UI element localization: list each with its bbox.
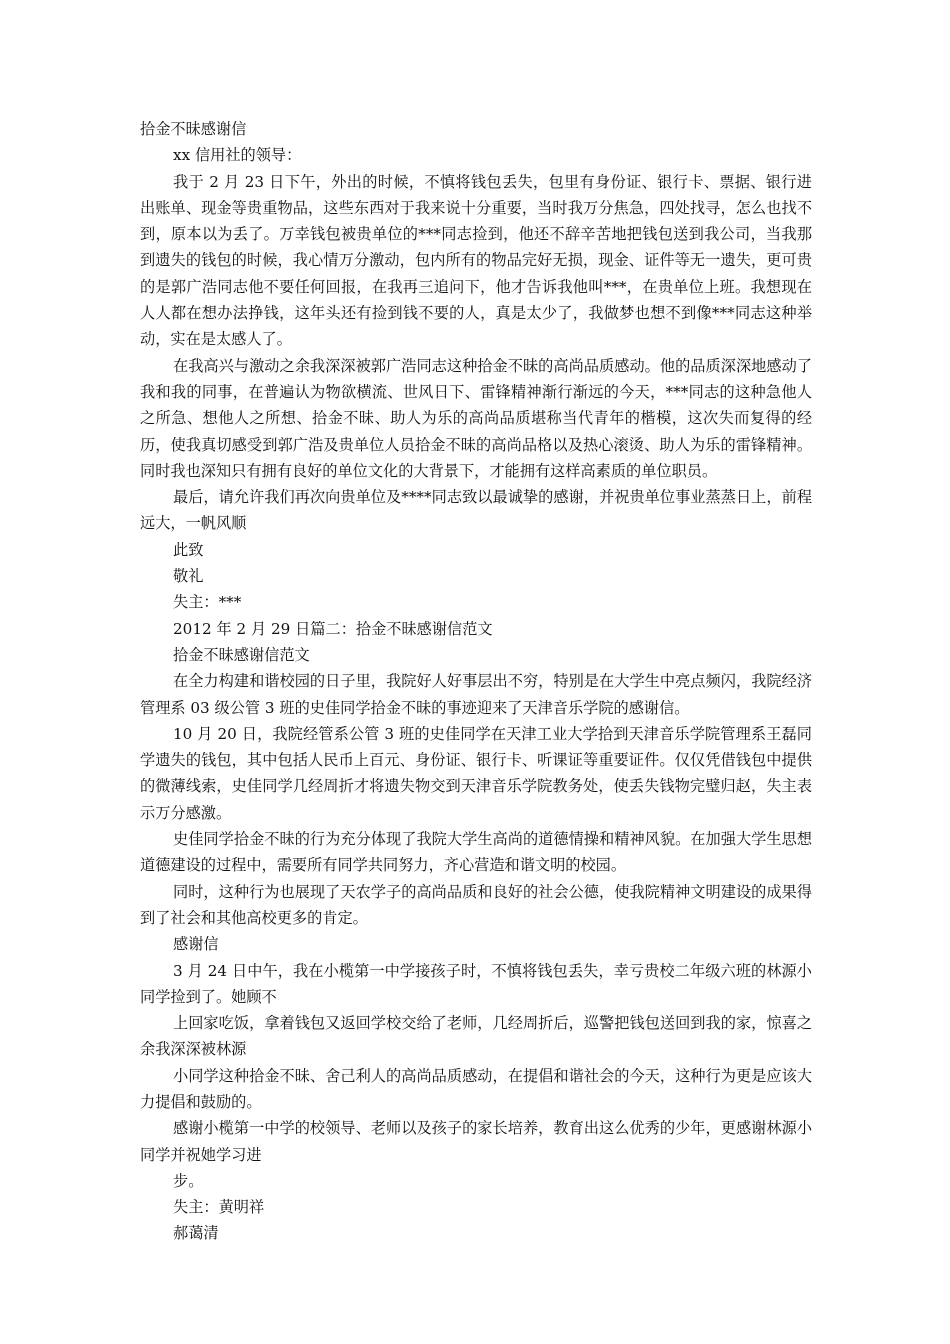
- section-title: 感谢信: [173, 935, 219, 954]
- paragraph: 最后，请允许我们再次向贵单位及****同志致以最诚挚的感谢，并祝贵单位事业蒸蒸日上，前程远大，一帆风顺: [140, 488, 812, 533]
- signature: 失主：黄明祥: [173, 1198, 265, 1217]
- paragraph: 我于 2 月 23 日下午，外出的时候，不慎将钱包丢失，包里有身份证、银行卡、票据、银行进出账单、现金等贵重物品，这些东西对于我来说十分重要，当时我万分焦急，四处找寻，怎么也找不到，原本以为丢了。万幸钱包被贵单位的***同志捡到，他还不辞辛苦地把钱包送到我公司，当我那到遗失的钱包的时候，我心情万分激动，包内所有的物品完好无损，现金、证件等无一遗失，更可贵的是郭广浩同志他不要任何回报，在我再三追问下，他才告诉我他叫***，在贵单位上班。我想现在人人都在想办法挣钱，这年头还有捡到钱不要的人，真是太少了，我做梦也想不到像***同志这种举动，实在是太感人了。: [140, 172, 812, 349]
- salutation: xx 信用社的领导：: [173, 146, 302, 165]
- paragraph: 感谢小榄第一中学的校领导、老师以及孩子的家长培养，教育出这么优秀的少年，更感谢林源小同学并祝她学习进: [140, 1119, 812, 1164]
- signature: 失主：***: [173, 593, 242, 612]
- paragraph: 步。: [173, 1171, 204, 1190]
- document-title: 拾金不昧感谢信: [140, 120, 247, 138]
- signature: 郝蔼清: [173, 1224, 219, 1243]
- closing-line: 敬礼: [173, 567, 204, 586]
- paragraph: 在我高兴与激动之余我深深被郭广浩同志这种拾金不昧的高尚品质感动。他的品质深深地感动了我和我的同事，在普遍认为物欲横流、世风日下、雷锋精神渐行渐远的今天，***同志的这种急他人之所急、想他人之所想、拾金不昧、助人为乐的高尚品质堪称当代青年的楷模，这次失而复得的经历，使我真切感受到郭广浩及贵单位人员拾金不昧的高尚品格以及热心滚烫、助人为乐的雷锋精神。同时我也深知只有拥有良好的单位文化的大背景下，才能拥有这样高素质的单位职员。: [140, 356, 812, 480]
- date-line: 2012 年 2 月 29 日篇二：拾金不昧感谢信范文: [173, 619, 493, 638]
- section-title: 拾金不昧感谢信范文: [173, 645, 310, 664]
- paragraph: 史佳同学拾金不昧的行为充分体现了我院大学生高尚的道德情操和精神风貌。在加强大学生思想道德建设的过程中，需要所有同学共同努力，齐心营造和谐文明的校园。: [140, 830, 812, 875]
- paragraph: 3 月 24 日中午，我在小榄第一中学接孩子时，不慎将钱包丢失，幸亏贵校二年级六班的林源小同学捡到了。她顾不: [140, 961, 812, 1006]
- paragraph: 小同学这种拾金不昧、舍己利人的高尚品质感动，在提倡和谐社会的今天，这种行为更是应该大力提倡和鼓励的。: [140, 1066, 812, 1111]
- paragraph: 在全力构建和谐校园的日子里，我院好人好事层出不穷，特别是在大学生中亮点频闪，我院经济管理系 03 级公管 3 班的史佳同学拾金不昧的事迹迎来了天津音乐学院的感谢信。: [140, 672, 812, 717]
- document-body: [140, 116, 812, 1247]
- paragraph: 上回家吃饭，拿着钱包又返回学校交给了老师，几经周折后，巡警把钱包送回到我的家，惊喜之余我深深被林源: [140, 1014, 812, 1059]
- closing-line: 此致: [173, 540, 204, 559]
- paragraph: 10 月 20 日，我院经管系公管 3 班的史佳同学在天津工业大学拾到天津音乐学院管理系王磊同学遗失的钱包，其中包括人民币上百元、身份证、银行卡、听课证等重要证件。仅仅凭借钱包中提供的微薄线索，史佳同学几经周折才将遗失物交到天津音乐学院教务处，使丢失钱物完璧归赵，失主表示万分感激。: [140, 724, 812, 822]
- paragraph: 同时，这种行为也展现了天农学子的高尚品质和良好的社会公德，使我院精神文明建设的成果得到了社会和其他高校更多的肯定。: [140, 882, 812, 927]
